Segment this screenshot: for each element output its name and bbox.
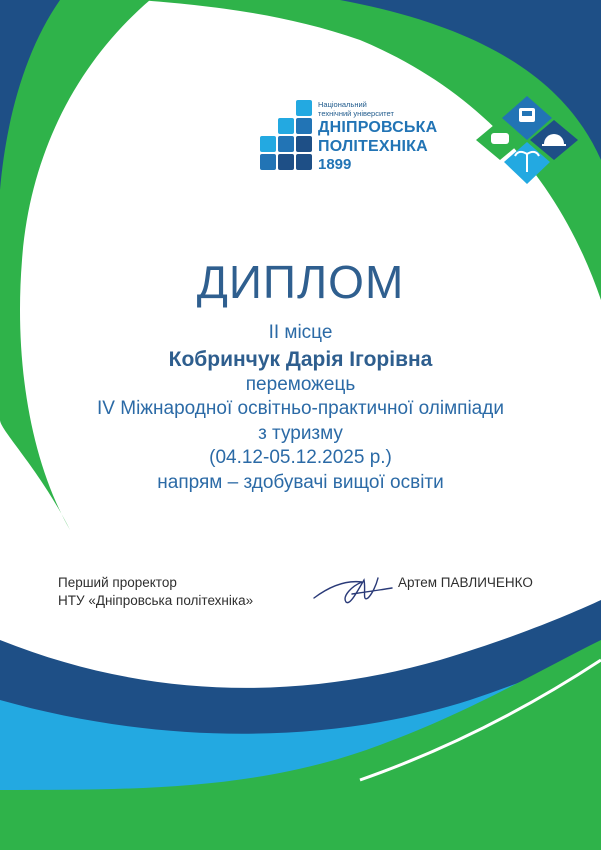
university-subtitle-line-2: технічний університет — [318, 109, 394, 118]
direction-text: напрям – здобувачі вищої освіти — [157, 471, 444, 493]
handwritten-signature — [312, 568, 394, 612]
university-subtitle — [318, 100, 394, 118]
recipient-name: Кобринчук Дарія Ігорівна — [168, 347, 433, 371]
university-name — [318, 118, 437, 156]
university-subtitle-line-1: Національний — [318, 100, 367, 109]
event-line-2: з туризму — [258, 422, 343, 444]
signatory-name: Артем ПАВЛИЧЕНКО — [398, 575, 533, 590]
signatory-position-line-2: НТУ «Дніпровська політехніка» — [58, 593, 254, 608]
winner-text: переможець — [245, 373, 356, 395]
event-line-1: IV Міжнародної освітньо-практичної олімпіади — [97, 398, 504, 419]
university-name-line-2: ПОЛІТЕХНІКА — [318, 138, 428, 155]
university-year: 1899 — [318, 156, 352, 173]
signatory-position-line-1: Перший проректор — [58, 575, 177, 590]
university-logo-mark — [256, 100, 316, 176]
signatory-position — [58, 574, 253, 610]
university-name-line-1: ДНІПРОВСЬКА — [318, 119, 438, 136]
award-text — [20, 321, 581, 495]
diploma-title: ДИПЛОМ — [196, 256, 405, 308]
event-dates: (04.12-05.12.2025 р.) — [209, 447, 392, 468]
place-text: ІІ місце — [268, 322, 333, 343]
tourism-emblem — [474, 92, 580, 188]
